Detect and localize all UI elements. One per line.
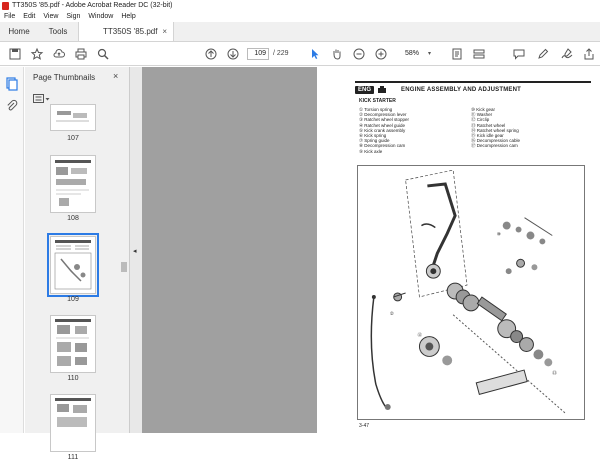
thumbnail-scrollbar[interactable] — [121, 112, 127, 433]
menu-bar — [0, 11, 600, 22]
fit-page-icon[interactable] — [450, 47, 464, 61]
thumbnail-111[interactable] — [50, 394, 96, 452]
thumbnail-label-108: 108 — [67, 215, 79, 222]
hand-tool-icon[interactable] — [330, 47, 344, 61]
thumbnail-label-111: 111 — [67, 454, 79, 461]
svg-text:⑮: ⑮ — [417, 332, 422, 338]
thumbnail-label-109: 109 — [67, 296, 79, 303]
legend-item: ⑩ Kick gear — [471, 107, 496, 112]
legend-item: ⑮ Kick idle gear — [471, 133, 504, 139]
thumbnails-panel — [25, 67, 130, 461]
menu-window[interactable]: Window — [88, 13, 114, 20]
thumbnail-label-110: 110 — [67, 375, 79, 382]
svg-text:⑩: ⑩ — [496, 231, 501, 237]
page-number: 3-47 — [359, 423, 370, 429]
zoom-dropdown-icon[interactable]: ▾ — [428, 51, 432, 57]
legend-item: ⑪ Washer — [471, 112, 493, 118]
print-icon[interactable] — [74, 47, 88, 61]
page-heading: ENGINE ASSEMBLY AND ADJUSTMENT — [401, 86, 522, 93]
page-total: / 229 — [273, 50, 289, 57]
legend-item: ⑬ Ratchet wheel — [471, 122, 506, 128]
legend-item: ⑧ Decompression cam — [359, 143, 406, 149]
legend-item: ⑥ Kick spring — [359, 133, 387, 139]
engine-icon — [377, 86, 387, 94]
legend-item: ⑤ Kick crank assembly — [359, 127, 406, 133]
menu-edit[interactable]: Edit — [23, 13, 36, 20]
exploded-parts-diagram — [357, 165, 585, 420]
title-bar — [0, 0, 600, 11]
thumbnail-label-107: 107 — [67, 135, 79, 142]
search-icon[interactable] — [96, 47, 110, 61]
collapse-panel-icon[interactable]: ◂ — [133, 248, 137, 255]
thumbnail-scroll-thumb[interactable] — [121, 262, 127, 272]
page-number-input[interactable]: 109 — [247, 48, 269, 60]
menu-view[interactable]: View — [43, 13, 59, 20]
tab-document[interactable] — [78, 22, 174, 41]
bookmark-star-icon[interactable] — [30, 47, 44, 61]
svg-text:⑬: ⑬ — [552, 370, 557, 376]
legend-item: ⑦ Spring guide — [359, 138, 390, 144]
left-rail — [0, 67, 24, 433]
thumbnail-options-icon[interactable] — [33, 94, 51, 104]
legend-item: ③ Ratchet wheel stopper — [359, 117, 410, 123]
zoom-in-icon[interactable] — [374, 47, 388, 61]
tab-close-icon[interactable]: × — [162, 27, 167, 36]
pdf-page[interactable] — [317, 67, 600, 433]
save-icon[interactable] — [8, 47, 22, 61]
scroll-mode-icon[interactable] — [472, 47, 486, 61]
page-up-icon[interactable] — [204, 47, 218, 61]
legend-item: ⑰ Decompression cam — [471, 143, 518, 149]
highlight-pen-icon[interactable] — [536, 47, 550, 61]
thumbnail-list[interactable] — [25, 112, 125, 461]
legend-item: ⑯ Decompression cable — [471, 138, 521, 144]
panel-splitter[interactable] — [130, 67, 142, 433]
tab-bar — [0, 22, 600, 42]
legend-item: ② Decompression lever — [359, 112, 407, 118]
tab-home[interactable]: Home — [8, 27, 30, 36]
page-header — [355, 81, 591, 93]
zoom-out-icon[interactable] — [352, 47, 366, 61]
window-title: TT350S '85.pdf - Adobe Acrobat Reader DC (32-bit) — [12, 2, 173, 9]
svg-text:②: ② — [389, 310, 394, 316]
share-icon[interactable] — [582, 47, 596, 61]
toolbar — [0, 42, 600, 66]
thumbnail-110[interactable] — [50, 315, 96, 373]
thumbnail-107[interactable] — [50, 104, 96, 131]
parts-legend-right — [471, 107, 520, 149]
attachment-paperclip-icon[interactable] — [5, 99, 19, 113]
upload-cloud-icon[interactable] — [52, 47, 66, 61]
menu-help[interactable]: Help — [121, 13, 136, 20]
tab-document-label: TT350S '85.pdf — [103, 27, 158, 36]
legend-item: ⑭ Ratchet wheel spring — [471, 127, 519, 133]
eng-badge: ENG — [355, 86, 374, 94]
tab-tools[interactable]: Tools — [48, 27, 68, 36]
panel-title: Page Thumbnails — [33, 73, 96, 82]
parts-legend-left — [359, 107, 409, 154]
legend-item: ⑨ Kick axle — [359, 148, 383, 154]
page-down-icon[interactable] — [226, 47, 240, 61]
select-cursor-icon[interactable] — [308, 47, 322, 61]
fill-sign-icon[interactable] — [560, 47, 574, 61]
thumbnail-109[interactable] — [50, 236, 96, 294]
page-thumbnails-icon[interactable] — [5, 77, 19, 91]
legend-item: ⑫ Circlip — [471, 117, 490, 123]
legend-item: ① Torsion spring — [359, 107, 393, 112]
panel-close-icon[interactable]: × — [113, 71, 119, 81]
thumbnail-108[interactable] — [50, 155, 96, 213]
comment-icon[interactable] — [512, 47, 526, 61]
acrobat-icon — [2, 2, 9, 10]
menu-sign[interactable]: Sign — [66, 13, 81, 20]
legend-item: ④ Ratchet wheel guide — [359, 122, 406, 128]
zoom-level[interactable]: 58% — [405, 50, 420, 57]
section-title: KICK STARTER — [359, 98, 396, 104]
menu-file[interactable]: File — [4, 13, 16, 20]
